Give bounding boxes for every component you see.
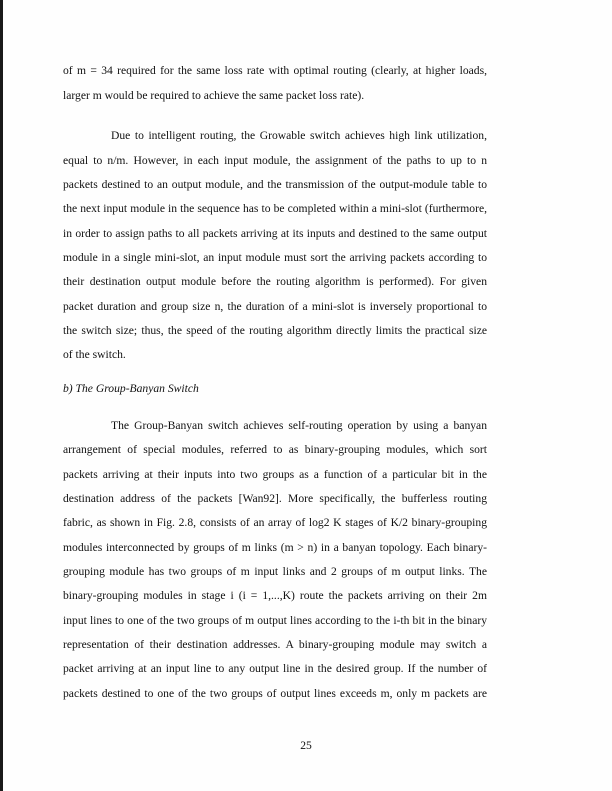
text-line: the next input module in the sequence has to be completed within a mini-slot (furthermore, <box>63 202 487 215</box>
text-line: grouping module has two groups of m input links and 2 groups of m output links. The <box>63 565 487 578</box>
text-line: in order to assign paths to all packets arriving at its inputs and destined to the same output <box>63 227 487 240</box>
scan-border <box>0 0 3 791</box>
text-line: of m = 34 required for the same loss rate with optimal routing (clearly, at higher loads, <box>63 64 487 77</box>
text-line: the switch size; thus, the speed of the routing algorithm directly limits the practical size <box>63 324 487 337</box>
text-line: packet arriving at an input line to any output line in the desired group. If the number of <box>63 662 487 675</box>
text-line: equal to n/m. However, in each input module, the assignment of the paths to up to n <box>63 154 487 167</box>
text-line: their destination output module before the routing algorithm is performed). For given <box>63 275 487 288</box>
text-line: module in a single mini-slot, an input module must sort the arriving packets according to <box>63 251 487 264</box>
text-line: larger m would be required to achieve the same packet loss rate). <box>63 89 365 102</box>
text-line: Due to intelligent routing, the Growable switch achieves high link utilization, <box>111 129 487 142</box>
page-number: 25 <box>300 739 312 752</box>
text-line: packet duration and group size n, the duration of a mini-slot is inversely proportional to <box>63 300 487 313</box>
section-heading: b) The Group-Banyan Switch <box>63 382 199 395</box>
text-line: fabric, as shown in Fig. 2.8, consists of an array of log2 K stages of K/2 binary-grouping <box>63 516 487 529</box>
text-line: destination address of the packets [Wan92]. More specifically, the bufferless routing <box>63 492 487 505</box>
text-line: arrangement of special modules, referred to as binary-grouping modules, which sort <box>63 443 487 456</box>
text-line: modules interconnected by groups of m links (m > n) in a banyan topology. Each binary- <box>63 541 487 554</box>
text-line: binary-grouping modules in stage i (i = 1,...,K) route the packets arriving on their 2m <box>63 589 487 602</box>
text-line: The Group-Banyan switch achieves self-routing operation by using a banyan <box>111 419 487 432</box>
text-line: packets destined to one of the two groups of output lines exceeds m, only m packets are <box>63 687 487 700</box>
text-line: packets arriving at their inputs into two groups as a function of a particular bit in the <box>63 468 487 481</box>
text-line: packets destined to an output module, and the transmission of the output-module table to <box>63 178 487 191</box>
text-line: representation of their destination addresses. A binary-grouping module may switch a <box>63 638 487 651</box>
text-line: of the switch. <box>63 348 126 361</box>
text-line: input lines to one of the two groups of m output lines according to the i-th bit in the binary <box>63 614 487 627</box>
